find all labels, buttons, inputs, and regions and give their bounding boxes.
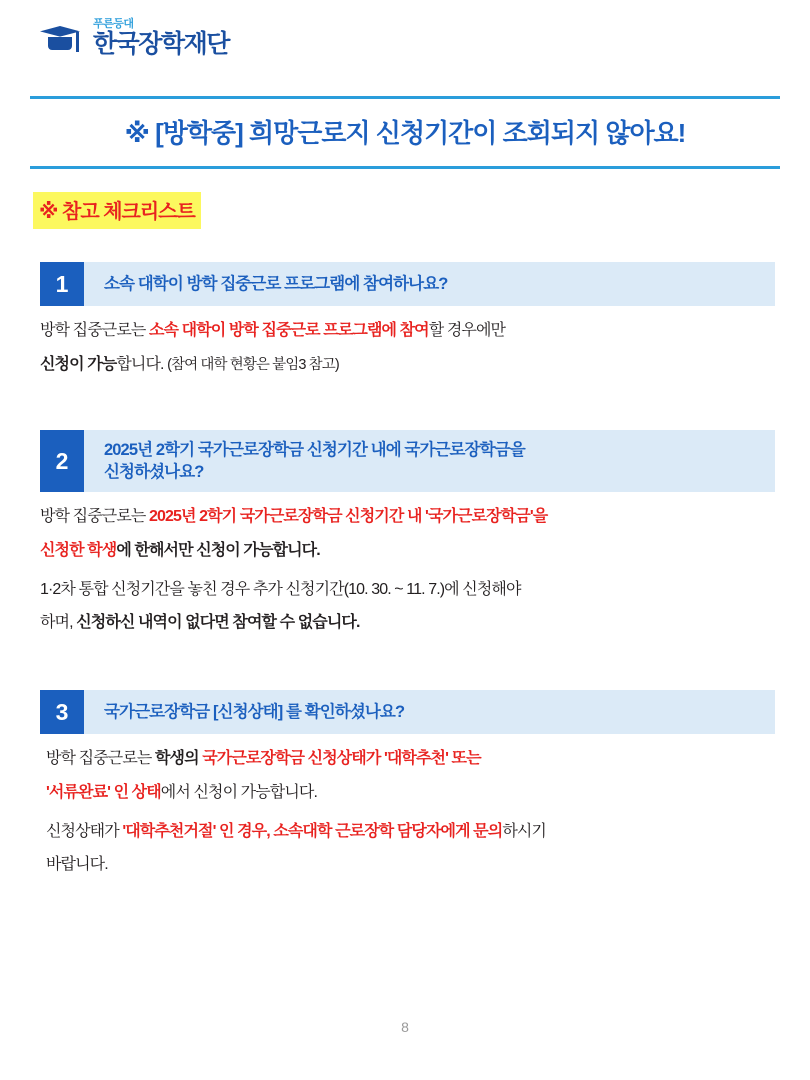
checklist-item-2 <box>40 430 775 636</box>
item-1-body <box>40 319 775 378</box>
item-1-number: 1 <box>40 262 84 306</box>
page-title-band <box>30 96 780 169</box>
checklist-heading-label: ※ 참고 체크리스트 <box>33 192 201 229</box>
item-1-question-bar <box>84 262 775 306</box>
item-3-line-3: 신청상태가 '대학추천거절' 인 경우, 소속대학 근로장학 담당자에게 문의하시기 <box>46 822 546 840</box>
item-2-line-3: 1·2차 통합 신청기간을 놓친 경우 추가 신청기간(10. 30. ~ 11. 7.)에 신청해야 <box>40 580 521 598</box>
item-3-line-1: 방학 집중근로는 학생의 국가근로장학금 신청상태가 '대학추천' 또는 <box>46 750 481 767</box>
item-2-line-4: 하며, 신청하신 내역이 없다면 참여할 수 없습니다. <box>40 614 360 632</box>
item-1-line-2: 신청이 가능합니다. (참여 대학 현황은 붙임3 참고) <box>40 355 339 373</box>
item-3-question-bar <box>84 690 775 734</box>
page-title: ※ [방학중] 희망근로지 신청기간이 조회되지 않아요! <box>124 118 686 148</box>
item-2-line-2: 신청한 학생에 한해서만 신청이 가능합니다. <box>40 541 320 559</box>
item-3-line-2: '서류완료' 인 상태에서 신청이 가능합니다. <box>46 783 317 801</box>
item-3-body <box>46 747 775 878</box>
item-2-body <box>40 505 775 636</box>
item-1-header <box>40 262 775 306</box>
item-3-header <box>40 690 775 734</box>
item-3-line-4: 바랍니다. <box>46 856 108 874</box>
item-2-line-1: 방학 집중근로는 2025년 2학기 국가근로장학금 신청기간 내 '국가근로장학금'을 <box>40 508 548 525</box>
graduation-cap-icon <box>40 18 86 58</box>
checklist-item-3 <box>40 690 775 878</box>
item-1-line-1: 방학 집중근로는 소속 대학이 방학 집중근로 프로그램에 참여할 경우에만 <box>40 322 506 339</box>
item-3-number: 3 <box>40 690 84 734</box>
item-2-number: 2 <box>40 430 84 492</box>
item-2-question-bar <box>84 430 775 492</box>
page-number: 8 <box>401 1019 409 1035</box>
brand-subtitle: 푸른등대 <box>93 18 134 30</box>
brand-logo <box>40 18 229 58</box>
checklist-item-1 <box>40 262 775 378</box>
item-2-header <box>40 430 775 492</box>
item-3-question: 국가근로장학금 [신청상태] 를 확인하셨나요? <box>104 702 405 721</box>
item-2-question: 2025년 2학기 국가근로장학금 신청기간 내에 국가근로장학금을 신청하셨나요? <box>104 440 525 481</box>
brand-title: 한국장학재단 <box>93 30 229 58</box>
checklist-heading <box>33 192 201 229</box>
item-1-question: 소속 대학이 방학 집중근로 프로그램에 참여하나요? <box>104 274 448 293</box>
